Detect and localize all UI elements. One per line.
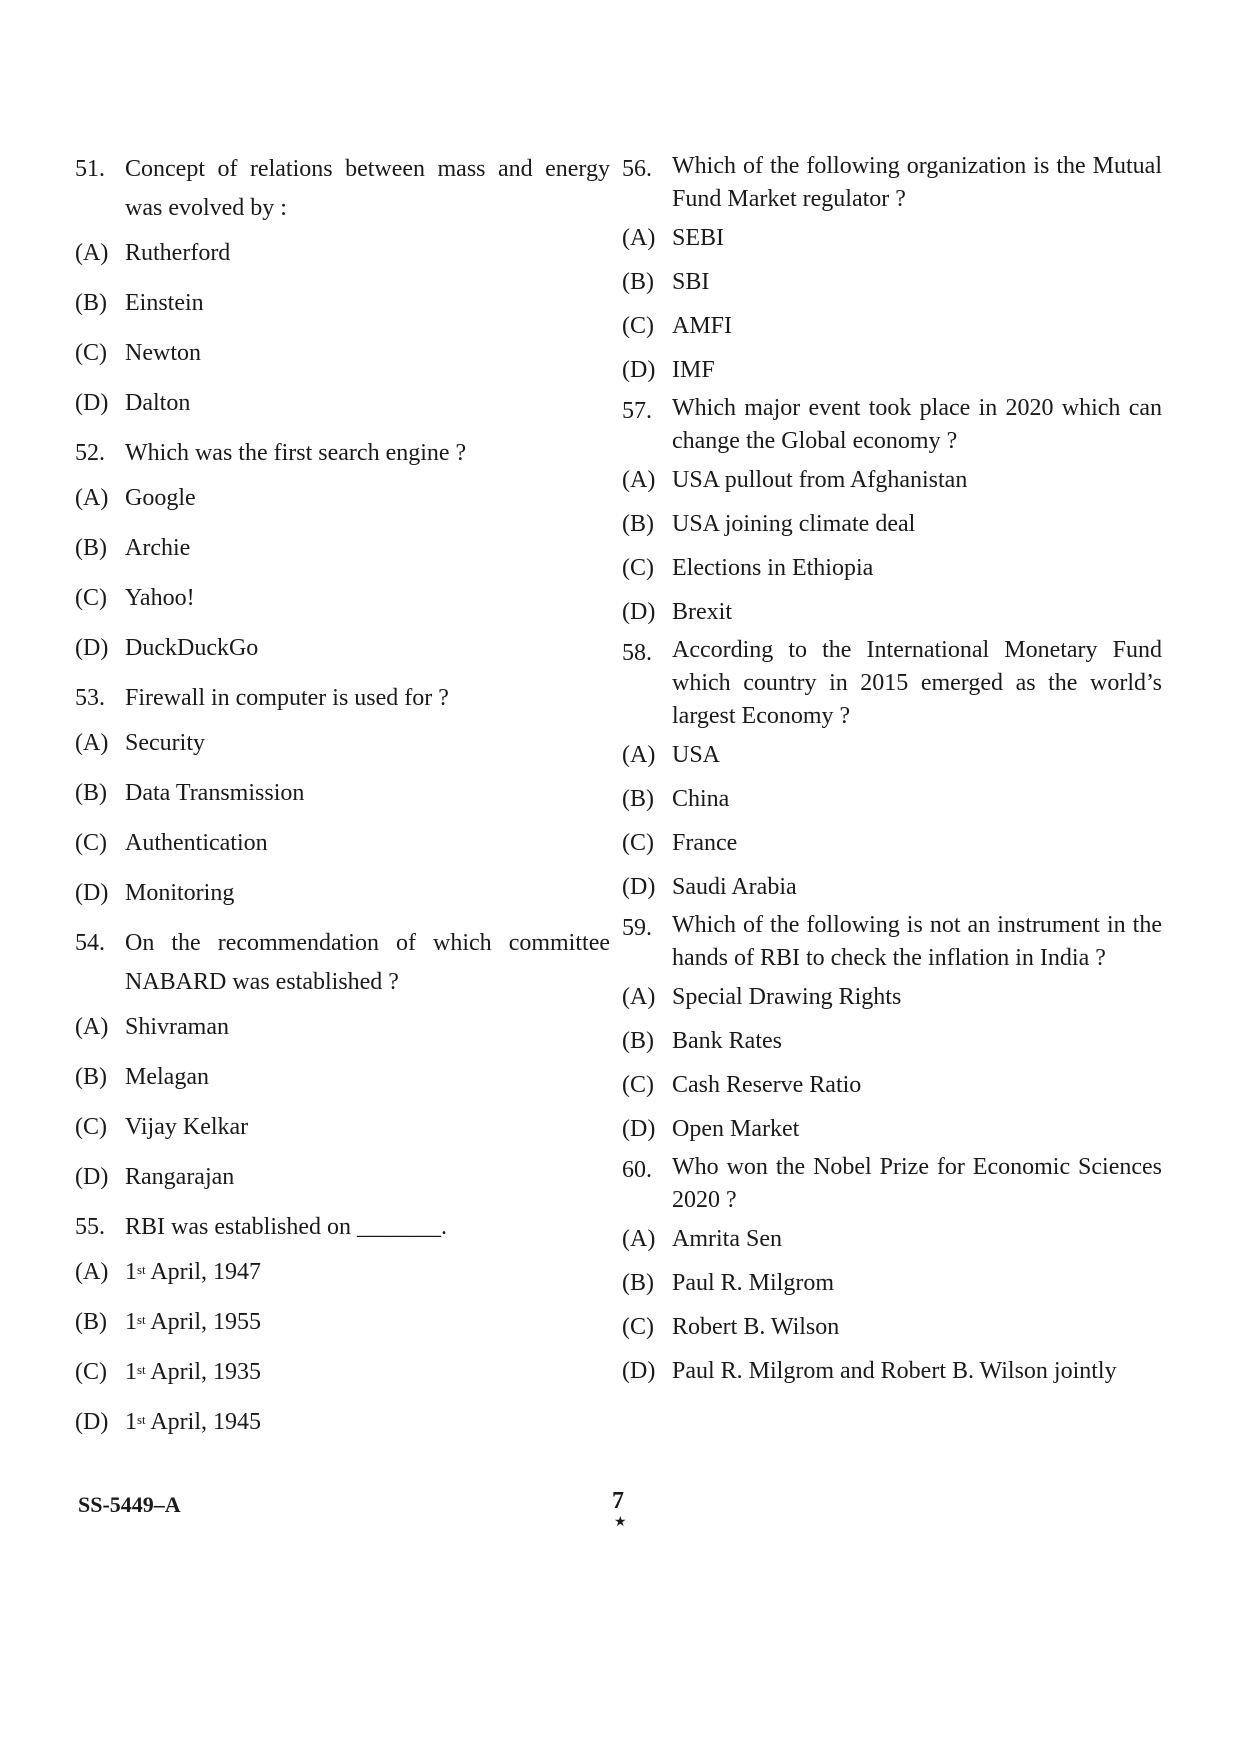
option-letter: (D) [622, 874, 656, 900]
option-text-date: April, 1947 [145, 1259, 262, 1285]
option-text: SEBI [672, 225, 725, 251]
option-item [75, 1002, 610, 1052]
option-letter: (D) [622, 1116, 656, 1142]
option-text: Newton [125, 340, 201, 366]
option-letter: (D) [75, 1409, 109, 1435]
option-text: Melagan [125, 1064, 209, 1090]
option-letter: (A) [622, 225, 656, 251]
option-letter: (D) [75, 880, 109, 906]
question-number: 56. [622, 156, 652, 182]
option-text-date: April, 1955 [145, 1309, 262, 1335]
question-block [75, 924, 610, 1202]
option-letter: (C) [75, 1114, 107, 1140]
question-block [75, 679, 610, 918]
option-letter: (B) [75, 535, 107, 561]
option-text: Vijay Kelkar [125, 1114, 249, 1140]
option-letter: (D) [75, 635, 109, 661]
option-text-day: 1 [125, 1409, 137, 1435]
option-letter: (D) [75, 390, 109, 416]
option-text: Open Market [672, 1116, 800, 1142]
option-letter: (B) [75, 290, 107, 316]
option-item [75, 473, 610, 523]
option-text: Einstein [125, 290, 204, 316]
option-text: China [672, 786, 730, 812]
options-list [622, 216, 1162, 392]
option-text [125, 1409, 261, 1435]
option-text: Bank Rates [672, 1028, 782, 1054]
question-block [622, 392, 1162, 634]
option-item [75, 1102, 610, 1152]
option-item [622, 546, 1162, 590]
option-letter: (D) [622, 599, 656, 625]
question-text: Which was the first search engine ? [125, 440, 467, 466]
option-letter: (C) [75, 830, 107, 856]
option-letter: (A) [75, 730, 109, 756]
option-item [75, 1152, 610, 1202]
ordinal-suffix: st [137, 1412, 146, 1427]
option-text-date: April, 1935 [145, 1359, 262, 1385]
option-item [622, 1305, 1162, 1349]
booklet-code: SS-5449–A [78, 1492, 181, 1517]
question-number: 59. [622, 915, 652, 941]
question-text: Firewall in computer is used for ? [125, 685, 449, 711]
option-item [75, 1397, 610, 1447]
question-text: Which of the following organization is the Mutual Fund Market regulator ? [672, 153, 1162, 212]
question-number: 57. [622, 398, 652, 424]
option-letter: (A) [622, 1226, 656, 1252]
option-text: Rangarajan [125, 1164, 235, 1190]
option-item [622, 1063, 1162, 1107]
option-item [75, 1297, 610, 1347]
page-number: 7 [612, 1488, 624, 1514]
option-item [622, 348, 1162, 392]
option-letter: (A) [622, 984, 656, 1010]
options-list [622, 975, 1162, 1151]
option-text: Brexit [672, 599, 732, 625]
option-text: Archie [125, 535, 191, 561]
option-text: AMFI [672, 313, 733, 339]
question-number: 60. [622, 1157, 652, 1183]
option-text: Amrita Sen [672, 1226, 782, 1252]
option-letter: (B) [75, 780, 107, 806]
options-list [75, 1002, 610, 1202]
question-number: 58. [622, 640, 652, 666]
option-text-day: 1 [125, 1309, 137, 1335]
option-text: Monitoring [125, 880, 235, 906]
question [75, 679, 610, 718]
option-letter: (B) [622, 269, 654, 295]
star-mark: ★ [614, 1515, 627, 1530]
option-text: Special Drawing Rights [672, 984, 902, 1010]
option-item [75, 868, 610, 918]
option-item [622, 777, 1162, 821]
options-list [622, 458, 1162, 634]
options-list [75, 1247, 610, 1447]
question [622, 909, 1162, 975]
question-block [75, 150, 610, 428]
left-column [75, 150, 610, 1453]
option-letter: (A) [75, 485, 109, 511]
option-item [622, 865, 1162, 909]
option-item [75, 523, 610, 573]
question-block [622, 150, 1162, 392]
option-letter: (B) [622, 511, 654, 537]
option-item [75, 1247, 610, 1297]
question-text: Who won the Nobel Prize for Economic Sciences 2020 ? [672, 1154, 1162, 1213]
option-letter: (C) [75, 1359, 107, 1385]
right-column [622, 150, 1162, 1393]
option-item [75, 1052, 610, 1102]
option-item [75, 228, 610, 278]
question-block [622, 1151, 1162, 1393]
option-text: SBI [672, 269, 710, 295]
question-number: 55. [75, 1214, 105, 1240]
option-letter: (C) [622, 1314, 654, 1340]
options-list [75, 473, 610, 673]
options-list [75, 718, 610, 918]
question-text: Concept of relations between mass and energy was evolved by : [125, 156, 610, 221]
option-text: Saudi Arabia [672, 874, 797, 900]
option-item [622, 502, 1162, 546]
ordinal-suffix: st [137, 1362, 146, 1377]
option-text: Shivraman [125, 1014, 229, 1040]
option-item [75, 573, 610, 623]
option-item [622, 216, 1162, 260]
option-text [125, 1309, 261, 1335]
question-block [75, 1208, 610, 1447]
question-block [622, 909, 1162, 1151]
question-block [622, 634, 1162, 909]
option-item [75, 818, 610, 868]
option-text: Robert B. Wilson [672, 1314, 840, 1340]
option-text: Google [125, 485, 196, 511]
ordinal-suffix: st [137, 1312, 146, 1327]
option-letter: (B) [622, 1270, 654, 1296]
question [75, 924, 610, 1002]
option-item [622, 1261, 1162, 1305]
option-item [75, 768, 610, 818]
option-text: Paul R. Milgrom [672, 1270, 835, 1296]
option-item [622, 1107, 1162, 1151]
option-item [75, 718, 610, 768]
option-item [622, 733, 1162, 777]
option-text: Authentication [125, 830, 268, 856]
question [622, 392, 1162, 458]
option-letter: (C) [622, 830, 654, 856]
option-letter: (B) [75, 1309, 107, 1335]
option-text-date: April, 1945 [145, 1409, 262, 1435]
option-letter: (C) [622, 313, 654, 339]
option-letter: (D) [75, 1164, 109, 1190]
question [75, 434, 610, 473]
option-item [622, 1349, 1162, 1393]
question-text: RBI was established on _______. [125, 1214, 447, 1240]
option-text: USA pullout from Afghanistan [672, 467, 968, 493]
option-text-day: 1 [125, 1259, 137, 1285]
option-text: Rutherford [125, 240, 231, 266]
options-list [75, 228, 610, 428]
option-item [75, 278, 610, 328]
option-item [75, 623, 610, 673]
option-item [622, 458, 1162, 502]
option-letter: (B) [75, 1064, 107, 1090]
option-letter: (A) [622, 467, 656, 493]
option-item [622, 1217, 1162, 1261]
option-item [622, 821, 1162, 865]
option-letter: (C) [622, 1072, 654, 1098]
option-item [622, 1019, 1162, 1063]
options-list [622, 733, 1162, 909]
option-text: Cash Reserve Ratio [672, 1072, 862, 1098]
question-text: According to the International Monetary Fund which country in 2015 emerged as the world’s largest Economy ? [672, 637, 1162, 729]
option-letter: (C) [622, 555, 654, 581]
option-text: Data Transmission [125, 780, 305, 806]
option-text [125, 1359, 261, 1385]
option-item [75, 378, 610, 428]
option-letter: (D) [622, 1358, 656, 1384]
option-text: USA joining climate deal [672, 511, 916, 537]
option-item [75, 328, 610, 378]
option-text: Paul R. Milgrom and Robert B. Wilson jointly [672, 1358, 1117, 1384]
option-letter: (C) [75, 585, 107, 611]
option-letter: (A) [75, 1259, 109, 1285]
option-text: Dalton [125, 390, 191, 416]
option-letter: (A) [75, 240, 109, 266]
question-text: On the recommendation of which committee NABARD was established ? [125, 930, 610, 995]
ordinal-suffix: st [137, 1262, 146, 1277]
question-number: 51. [75, 156, 105, 182]
option-text-day: 1 [125, 1359, 137, 1385]
option-item [622, 975, 1162, 1019]
question [75, 1208, 610, 1247]
option-text [125, 1259, 261, 1285]
question-block [75, 434, 610, 673]
question-text: Which major event took place in 2020 which can change the Global economy ? [672, 395, 1162, 454]
option-item [622, 304, 1162, 348]
option-item [622, 590, 1162, 634]
question [622, 150, 1162, 216]
option-text: DuckDuckGo [125, 635, 259, 661]
question [622, 634, 1162, 733]
question-text: Which of the following is not an instrument in the hands of RBI to check the inflation in India ? [672, 912, 1162, 971]
option-text: France [672, 830, 738, 856]
question-number: 53. [75, 685, 105, 711]
option-letter: (C) [75, 340, 107, 366]
option-letter: (B) [622, 786, 654, 812]
option-text: Elections in Ethiopia [672, 555, 874, 581]
option-letter: (A) [75, 1014, 109, 1040]
option-item [75, 1347, 610, 1397]
question-number: 52. [75, 440, 105, 466]
question-number: 54. [75, 930, 105, 956]
option-item [622, 260, 1162, 304]
option-letter: (D) [622, 357, 656, 383]
option-text: USA [672, 742, 721, 768]
option-letter: (A) [622, 742, 656, 768]
question [75, 150, 610, 228]
option-text: Yahoo! [125, 585, 195, 611]
option-text: Security [125, 730, 205, 756]
option-text: IMF [672, 357, 715, 383]
question [622, 1151, 1162, 1217]
options-list [622, 1217, 1162, 1393]
option-letter: (B) [622, 1028, 654, 1054]
